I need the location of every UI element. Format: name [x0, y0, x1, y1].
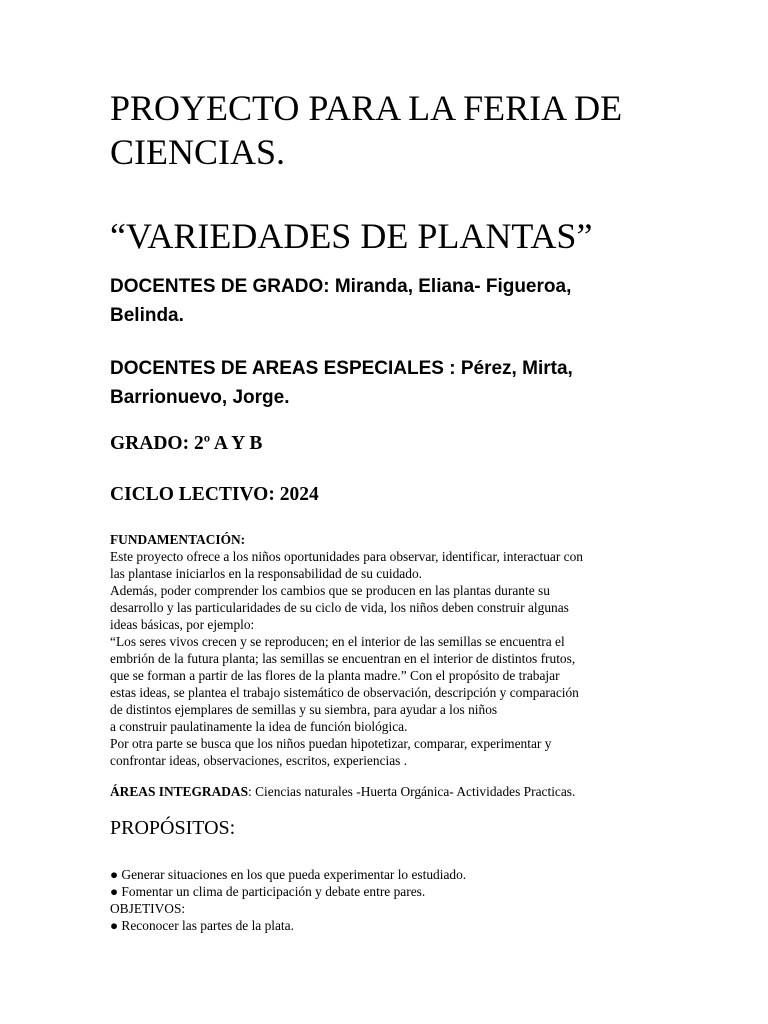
paragraph-line: “Los seres vivos crecen y se reproducen; en el interior de las semillas se encuentra el	[110, 634, 565, 649]
integrated-areas-label: ÁREAS INTEGRADAS	[110, 784, 249, 799]
list-item: ● Generar situaciones en los que pueda experimentar lo estudiado.	[110, 867, 467, 882]
objetivos-heading: OBJETIVOS:	[110, 901, 186, 916]
list-item: ● Fomentar un clima de participación y debate entre pares.	[110, 884, 426, 899]
propositos-objetivos-list	[110, 866, 466, 934]
paragraph-line: Este proyecto ofrece a los niños oportunidades para observar, identificar, interactuar con	[110, 549, 583, 564]
paragraph-line: desarrollo y las particularidades de su ciclo de vida, los niños deben construir algunas	[110, 600, 569, 615]
list-item: ● Reconocer las partes de la plata.	[110, 918, 294, 933]
propositos-heading: PROPÓSITOS:	[110, 817, 236, 839]
project-subtitle: “VARIEDADES DE PLANTAS”	[110, 216, 593, 256]
fundamentacion-heading: FUNDAMENTACIÓN:	[110, 532, 246, 547]
grade-line: GRADO: 2º A Y B	[110, 433, 263, 454]
fundamentacion-section	[110, 531, 670, 769]
integrated-areas	[110, 784, 575, 800]
paragraph-line: a construir paulatinamente la idea de función biológica.	[110, 719, 408, 734]
school-year-line: CICLO LECTIVO: 2024	[110, 484, 319, 505]
paragraph-line: Por otra parte se busca que los niños puedan hipotetizar, comparar, experimentar y	[110, 736, 552, 751]
special-area-teachers	[110, 354, 610, 412]
document-title: PROYECTO PARA LA FERIA DE CIENCIAS.	[110, 88, 623, 172]
integrated-areas-text: : Ciencias naturales -Huerta Orgánica- Actividades Practicas.	[248, 784, 576, 799]
paragraph-line: que se forman a partir de las flores de la planta madre.” Con el propósito de trabajar	[110, 668, 560, 683]
grade-teachers	[110, 272, 610, 330]
paragraph-line: ideas básicas, por ejemplo:	[110, 617, 255, 632]
special-teachers-label: DOCENTES DE AREAS ESPECIALES :	[110, 358, 456, 379]
grade-teachers-names: Miranda, Eliana- Figueroa, Belinda.	[110, 276, 572, 326]
paragraph-line: confrontar ideas, observaciones, escritos, experiencias .	[110, 753, 408, 768]
paragraph-line: estas ideas, se plantea el trabajo sistemático de observación, descripción y comparación	[110, 685, 579, 700]
special-teachers-names: Pérez, Mirta, Barrionuevo, Jorge.	[110, 358, 573, 408]
paragraph-line: de distintos ejemplares de semillas y su siembra, para ayudar a los niños	[110, 702, 498, 717]
paragraph-line: las plantase iniciarlos en la responsabilidad de su cuidado.	[110, 566, 422, 581]
paragraph-line: Además, poder comprender los cambios que se producen en las plantas durante su	[110, 583, 550, 598]
grade-teachers-label: DOCENTES DE GRADO:	[110, 276, 330, 297]
paragraph-line: embrión de la futura planta; las semillas se encuentran en el interior de distintos frutos,	[110, 651, 576, 666]
